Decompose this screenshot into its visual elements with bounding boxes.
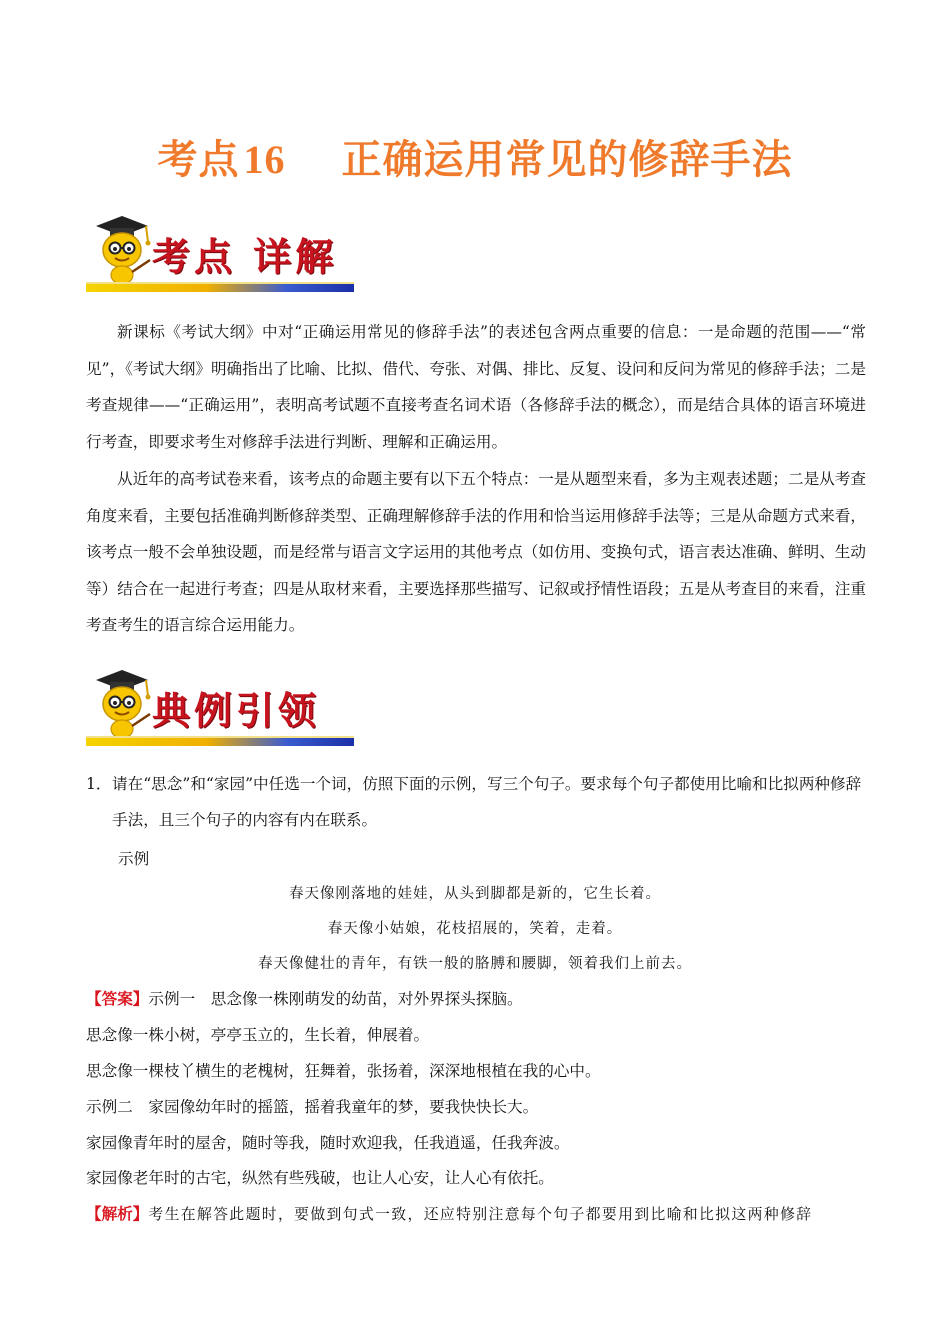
question-number: 1．	[86, 775, 112, 793]
question-item	[86, 766, 876, 838]
answer-line: 家园像老年时的古宅，纵然有些残破，也让人心安，让人心有依托。	[86, 1169, 554, 1187]
example-sentence: 春天像健壮的青年，有铁一般的胳膊和腰脚，领着我们上前去。	[258, 956, 692, 972]
title-number: 16	[243, 137, 286, 182]
question-text: 请在“思念”和“家园”中任选一个词，仿照下面的示例，写三个句子。要求每个句子都使用比喻和比拟两种修辞手法，且三个句子的内容有内在联系。	[112, 775, 862, 829]
section-banner-details	[86, 212, 354, 292]
title-text: 正确运用常见的修辞手法	[341, 137, 793, 183]
example-sentence: 春天像小姑娘，花枝招展的，笑着，走着。	[327, 921, 623, 937]
section-banner-examples	[86, 666, 354, 746]
analysis-line	[86, 1202, 812, 1224]
title-prefix: 考点	[157, 137, 240, 183]
banner-title: 考点 详解	[152, 234, 338, 279]
analysis-tag: 【解析】	[86, 1204, 149, 1223]
example-label: 示例	[118, 850, 150, 868]
example-sentence: 春天像刚落地的娃娃，从头到脚都是新的，它生长着。	[289, 886, 661, 902]
page-title	[0, 128, 950, 185]
paragraph: 从近年的高考试卷来看，该考点的命题主要有以下五个特点：一是从题型来看，多为主观表述题；二是从考查角度来看，主要包括准确判断修辞类型、正确理解修辞手法的作用和恰当运用修辞手法等；三是从命题方式来看，该考点一般不会单独设题，而是经常与语言文字运用的其他考点（如仿用、变换句式，语言表达准确、鲜明、生动等）结合在一起进行考查；四是从取材来看，主要选择那些描写、记叙或抒情性语段；五是从考查目的来看，注重考查考生的语言综合运用能力。	[86, 470, 866, 634]
banner-underline	[86, 284, 354, 292]
answer-line	[86, 987, 523, 1009]
answer-line: 思念像一棵枝丫横生的老槐树，狂舞着，张扬着，深深地根植在我的心中。	[86, 1062, 601, 1080]
scholar-mascot-icon	[86, 666, 156, 744]
answer-tag: 【答案】	[86, 989, 149, 1008]
answer-text: 示例一 思念像一株刚萌发的幼苗，对外界探头探脑。	[148, 990, 523, 1008]
analysis-text: 考生在解答此题时，要做到句式一致，还应特别注意每个句子都要用到比喻和比拟这两种修辞	[148, 1206, 813, 1223]
paragraph: 新课标《考试大纲》中对“正确运用常见的修辞手法”的表述包含两点重要的信息：一是命题的范围——“常见”，《考试大纲》明确指出了比喻、比拟、借代、夸张、对偶、排比、反复、设问和反问为常见的修辞手法；二是考查规律——“正确运用”，表明高考试题不直接考查名词术语（各修辞手法的概念），而是结合具体的语言环境进行考查，即要求考生对修辞手法进行判断、理解和正确运用。	[86, 323, 866, 451]
banner-underline	[86, 738, 354, 746]
answer-line: 思念像一株小树，亭亭玉立的，生长着，伸展着。	[86, 1026, 430, 1044]
banner-title: 典例引领	[152, 688, 321, 733]
scholar-mascot-icon	[86, 212, 156, 290]
answer-line: 家园像青年时的屋舍，随时等我，随时欢迎我，任我逍遥，任我奔波。	[86, 1134, 570, 1152]
answer-line: 示例二 家园像幼年时的摇篮，摇着我童年的梦，要我快快长大。	[86, 1098, 539, 1116]
